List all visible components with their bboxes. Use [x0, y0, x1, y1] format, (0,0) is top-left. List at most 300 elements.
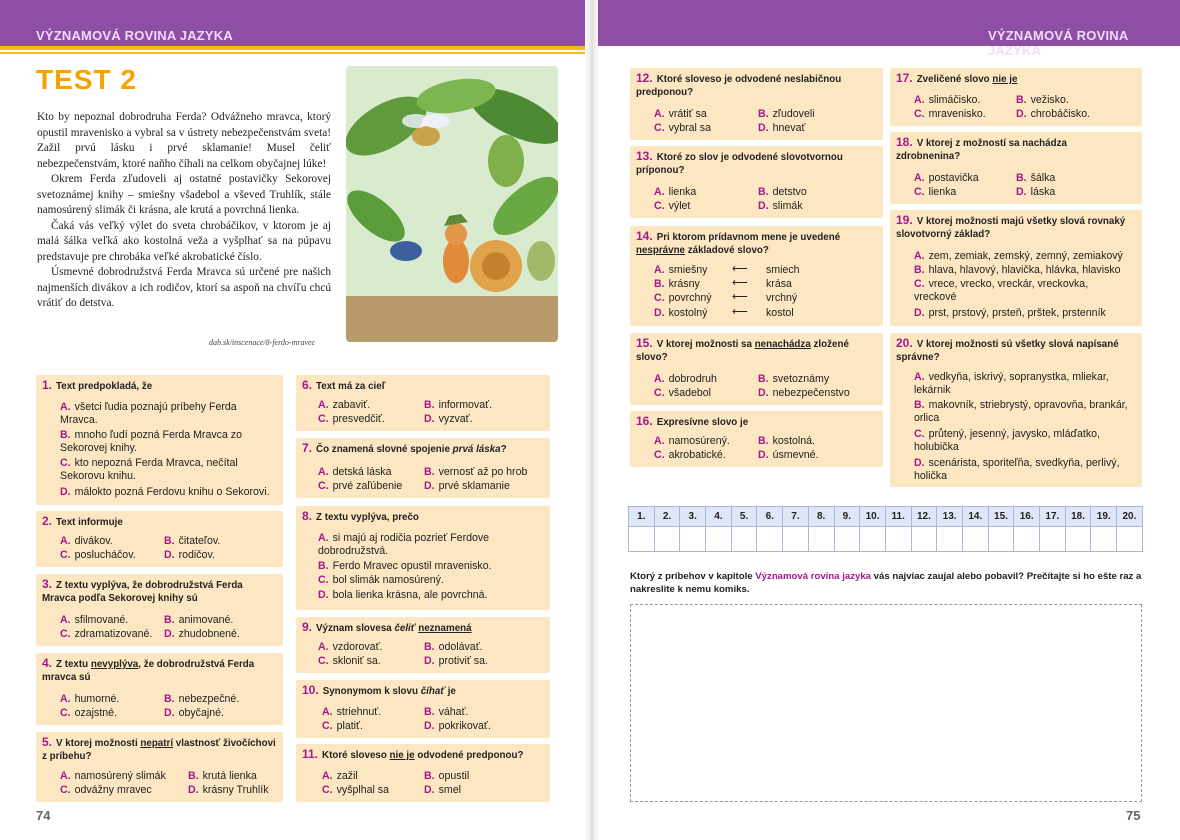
answer-grid-header	[629, 507, 1143, 527]
answer-number-20: 20.	[1117, 507, 1143, 527]
option-a[interactable]: A. striehnuť.	[322, 706, 382, 718]
option-c[interactable]: C. všadebol	[654, 387, 711, 399]
option-text: bola lienka krásna, ale povrchná.	[332, 589, 488, 601]
question-text: V ktorej z možností sa nachádza zdrobnenina?	[896, 138, 1067, 162]
option-d[interactable]: D. slimák	[758, 200, 803, 212]
option-b[interactable]: B. informovať.	[424, 399, 493, 411]
option-text: makovník, striebrystý, opravovňa, brankár, orlica	[914, 399, 1128, 424]
option-text: namosúrený slimák	[74, 770, 166, 782]
option-text: Ferdo Mravec opustil mravenisko.	[332, 560, 492, 572]
answer-number-15: 15.	[988, 507, 1014, 527]
option-text: detská láska	[332, 466, 392, 478]
option-text: zažil	[336, 770, 358, 782]
option-d[interactable]: D. málokto pozná Ferdovu knihu o Sekorovi.	[60, 486, 270, 498]
question-text: Expresívne slovo je	[656, 417, 749, 428]
option-d[interactable]: D. zhudobnené.	[164, 628, 240, 640]
option-text: zabaviť.	[332, 399, 371, 411]
question-text: Z textu vyplýva, že dobrodružstvá Ferda Mravca podľa Sekorovej knihy sú	[42, 580, 243, 604]
option-text: kostolná.	[772, 435, 815, 447]
question-emphasis: neznamená	[418, 623, 472, 634]
question-text: základové slovo?	[685, 245, 769, 256]
option-text: smiešny	[668, 264, 708, 276]
option-text: prst, prstový, prsteň, prštek, prstenník	[928, 307, 1106, 319]
question-emphasis: nie je	[992, 74, 1018, 85]
option-a[interactable]: A. detská láska	[318, 466, 392, 478]
question-10	[296, 680, 550, 738]
question-text: V ktorej možnosti sú všetky slová napísané správne?	[896, 339, 1119, 363]
answer-number-10: 10.	[860, 507, 886, 527]
option-a[interactable]: A. humorné.	[60, 693, 120, 705]
answer-cell-7[interactable]	[783, 527, 809, 552]
question-number: 9.	[302, 620, 313, 634]
source-citation: dab.sk/inscenace/8-ferdo-mravec	[209, 338, 316, 347]
option-text: prvé zaľúbenie	[332, 480, 403, 492]
answer-number-8: 8.	[808, 507, 834, 527]
answer-cell-16[interactable]	[1014, 527, 1040, 552]
option-text: zem, zemiak, zemský, zemný, zemiakový	[928, 250, 1123, 262]
answer-cell-18[interactable]	[1065, 527, 1091, 552]
option-text: mnoho ľudí pozná Ferda Mravca zo Sekorovej knihy.	[60, 429, 242, 454]
answer-cell-4[interactable]	[706, 527, 732, 552]
option-text: vrátiť sa	[668, 108, 707, 120]
option-text: odvážny mravec	[74, 784, 152, 796]
option-b[interactable]: B. detstvo	[758, 186, 807, 198]
insects-illustration-icon	[346, 66, 558, 342]
story-paragraph: Čaká vás veľký výlet do sveta chrobáčikov, v ktorom je aj malá šálka veľká ako kostolná veža a vyšplhať sa na púpavu predstavuje pre chrobáka veľké akrobatické číslo.	[37, 219, 331, 263]
question-emphasis: čeliť	[394, 623, 416, 634]
question-12	[630, 68, 883, 140]
option-a[interactable]: A. zem, zemiak, zemský, zemný, zemiakový	[914, 250, 1123, 262]
comic-prompt	[630, 570, 1150, 596]
option-b[interactable]: B. mnoho ľudí pozná Ferda Mravca zo Sekorovej knihy.	[60, 429, 242, 454]
option-d[interactable]: D. hnevať	[758, 122, 806, 134]
option-text: mravenisko.	[928, 108, 986, 120]
option-b[interactable]: B. zľudoveli	[758, 108, 815, 120]
option-text: hlava, hlavový, hlavička, hlávka, hlavisko	[928, 264, 1121, 276]
question-text: Z textu vyplýva, prečo	[316, 512, 419, 523]
option-d[interactable]: D. scenárista, sporiteľňa, svedkyňa, perlivý, holička	[914, 457, 1120, 482]
option-text: informovať.	[438, 399, 493, 411]
option-text: vybral sa	[668, 122, 711, 134]
question-emphasis: nevyplýva	[90, 659, 139, 670]
option-a[interactable]: A. všetci ľudia poznajú príbehy Ferda Mravca.	[60, 401, 237, 426]
answer-cell-2[interactable]	[654, 527, 680, 552]
answer-number-18: 18.	[1065, 507, 1091, 527]
option-text: bol slimák namosúrený.	[332, 574, 444, 586]
answer-number-9: 9.	[834, 507, 860, 527]
option-a[interactable]: A. zažil	[322, 770, 358, 782]
option-a[interactable]: A. smiešny	[654, 264, 708, 276]
question-number: 11.	[302, 747, 319, 761]
answer-cell-10[interactable]	[860, 527, 886, 552]
test-title: TEST 2	[36, 64, 137, 95]
option-c[interactable]: C. povrchný	[654, 292, 712, 304]
option-text: kostolný	[668, 307, 708, 319]
section-title: VÝZNAMOVÁ ROVINA JAZYKA	[988, 28, 1128, 58]
answer-cell-12[interactable]	[911, 527, 937, 552]
question-text: ?	[500, 444, 507, 455]
option-text: platiť.	[336, 720, 363, 732]
answer-cell-9[interactable]	[834, 527, 860, 552]
section-title: VÝZNAMOVÁ ROVINA JAZYKA	[36, 28, 233, 43]
answer-cell-1[interactable]	[629, 527, 655, 552]
option-b[interactable]: B. krutá lienka	[188, 770, 257, 782]
option-a[interactable]: A. vzdorovať.	[318, 641, 383, 653]
option-d[interactable]: D. vyzvať.	[424, 413, 473, 425]
option-d[interactable]: D. láska	[1016, 186, 1056, 198]
question-text: je	[444, 686, 456, 697]
question-number: 3.	[42, 577, 53, 591]
option-text: vrece, vrecko, vreckár, vreckovka, vreckové	[914, 278, 1089, 303]
question-2	[36, 511, 283, 567]
option-c[interactable]: C. presvedčiť.	[318, 413, 385, 425]
prompt-highlight: Významová rovina jazyka	[755, 571, 871, 582]
option-text: vežisko.	[1030, 94, 1069, 106]
option-c[interactable]: C. vyšplhal sa	[322, 784, 389, 796]
option-a[interactable]: A. lienka	[654, 186, 697, 198]
answer-number-11: 11.	[885, 507, 911, 527]
option-text: výlet	[668, 200, 691, 212]
option-text: zdramatizované.	[74, 628, 153, 640]
option-c[interactable]: C. poslucháčov.	[60, 549, 136, 561]
option-c[interactable]: C. zdramatizované.	[60, 628, 153, 640]
question-number: 12.	[636, 71, 653, 85]
option-text: detstvo	[772, 186, 807, 198]
answer-number-1: 1.	[629, 507, 655, 527]
option-text: poslucháčov.	[74, 549, 136, 561]
option-text: namosúrený.	[668, 435, 730, 447]
question-4	[36, 653, 283, 725]
option-text: všetci ľudia poznajú príbehy Ferda Mravca.	[60, 401, 237, 426]
question-16	[630, 411, 883, 467]
question-number: 13.	[636, 149, 653, 163]
option-text: krásny Truhlík	[202, 784, 269, 796]
illustration-insects	[346, 66, 558, 342]
question-1	[36, 375, 283, 505]
option-d[interactable]: D. kostolný	[654, 307, 708, 319]
option-text: ozajstné.	[74, 707, 117, 719]
question-15	[630, 333, 883, 405]
option-a[interactable]: A. si majú aj rodičia pozrieť Ferdove dobrodružstvá.	[318, 532, 490, 557]
option-a-base: smiech	[766, 264, 800, 276]
prompt-text: Ktorý z príbehov v kapitole	[630, 571, 756, 582]
answer-number-3: 3.	[680, 507, 706, 527]
page-number: 75	[1126, 808, 1141, 823]
option-text: krásny	[668, 278, 700, 290]
option-b[interactable]: B. šálka	[1016, 172, 1056, 184]
option-text: nebezpečenstvo	[772, 387, 850, 399]
option-text: slimák	[772, 200, 803, 212]
option-text: čitateľov.	[178, 535, 221, 547]
option-text: akrobatické.	[668, 449, 726, 461]
option-text: málokto pozná Ferdovu knihu o Sekorovi.	[74, 486, 270, 498]
question-9	[296, 617, 550, 673]
question-19	[890, 210, 1142, 326]
option-text: všadebol	[668, 387, 711, 399]
question-number: 7.	[302, 441, 313, 455]
option-a[interactable]: A. namosúrený.	[654, 435, 730, 447]
option-a[interactable]: A. zabaviť.	[318, 399, 371, 411]
question-13	[630, 146, 883, 218]
question-emphasis: nepatrí	[140, 738, 174, 749]
option-d[interactable]: D. smel	[424, 784, 461, 796]
answer-cell-11[interactable]	[885, 527, 911, 552]
story-text	[37, 110, 331, 312]
option-text: humorné.	[74, 693, 120, 705]
question-11	[296, 744, 550, 802]
option-text: lienka	[668, 186, 697, 198]
page-number: 74	[36, 808, 51, 823]
option-c[interactable]: C. lienka	[914, 186, 957, 198]
option-b[interactable]: B. nebezpečné.	[164, 693, 240, 705]
option-text: hnevať	[772, 122, 806, 134]
answer-grid-inputs	[629, 527, 1143, 552]
option-d[interactable]: D. nebezpečenstvo	[758, 387, 850, 399]
question-emphasis: nesprávne	[636, 245, 686, 256]
option-text: animované.	[178, 614, 234, 626]
option-a[interactable]: A. vedkyňa, iskrivý, sopranystka, mliekar, lekárnik	[914, 371, 1109, 396]
option-text: sfilmované.	[74, 614, 129, 626]
option-d[interactable]: D. protiviť sa.	[424, 655, 488, 667]
question-emphasis: číhať	[420, 686, 445, 697]
option-text: vernosť až po hrob	[438, 466, 528, 478]
answer-number-2: 2.	[654, 507, 680, 527]
option-a[interactable]: A. sfilmované.	[60, 614, 129, 626]
story-paragraph: Okrem Ferda zľudoveli aj ostatné postavičky Sekorovej svetoznámej knihy – smiešny všadebol a vševed Truhlík, stále namosúrený slimák či krásna, ale krutá a povrchná lienka.	[37, 173, 331, 216]
question-emphasis: nenachádza	[754, 339, 811, 350]
arrow-left-icon: ⟵	[732, 277, 748, 289]
option-d[interactable]: D. pokrikovať.	[424, 720, 491, 732]
option-c-base: vrchný	[766, 292, 798, 304]
answer-number-6: 6.	[757, 507, 783, 527]
question-text: V ktorej možnosti	[56, 738, 141, 749]
answer-grid	[628, 506, 1143, 552]
question-number: 5.	[42, 735, 53, 749]
option-b[interactable]: B. krásny	[654, 278, 700, 290]
answer-number-19: 19.	[1091, 507, 1117, 527]
option-b[interactable]: B. opustil	[424, 770, 470, 782]
option-d-base: kostol	[766, 307, 794, 319]
book-gutter	[585, 0, 599, 840]
question-text: Ktoré sloveso je odvodené neslabičnou predponou?	[636, 74, 842, 98]
option-c[interactable]: C. odvážny mravec	[60, 784, 152, 796]
option-d[interactable]: D. prst, prstový, prsteň, prštek, prstenník	[914, 307, 1106, 319]
option-a[interactable]: A. postavička	[914, 172, 979, 184]
question-text: Text predpokladá, že	[56, 381, 153, 392]
story-paragraph: Kto by nepoznal dobrodruha Ferda? Odvážneho mravca, ktorý opustil mravenisko a vybral sa v ústrety nebezpečenstvám sveta! Zažil prvú lásku i prvé sklamanie! Musel čeliť nebezpečenstvám, ktoré naňho číhali na celkom obyčajnej lúke!	[37, 111, 331, 170]
option-text: opustil	[438, 770, 470, 782]
question-20	[890, 333, 1142, 487]
option-b-base: krása	[766, 278, 792, 290]
answer-cell-17[interactable]	[1040, 527, 1066, 552]
answer-number-12: 12.	[911, 507, 937, 527]
option-text: dobrodruh	[668, 373, 717, 385]
answer-cell-8[interactable]	[808, 527, 834, 552]
answer-number-14: 14.	[962, 507, 988, 527]
option-text: si majú aj rodičia pozrieť Ferdove dobrodružstvá.	[318, 532, 490, 557]
answer-cell-15[interactable]	[988, 527, 1014, 552]
question-number: 6.	[302, 378, 313, 392]
option-text: prvé sklamanie	[438, 480, 510, 492]
option-c[interactable]: C. skloniť sa.	[318, 655, 381, 667]
option-b[interactable]: B. animované.	[164, 614, 234, 626]
answer-number-5: 5.	[731, 507, 757, 527]
option-text: smel	[438, 784, 461, 796]
option-text: skloniť sa.	[332, 655, 381, 667]
question-5	[36, 732, 283, 802]
answer-number-4: 4.	[706, 507, 732, 527]
question-number: 1.	[42, 378, 53, 392]
option-c[interactable]: C. mravenisko.	[914, 108, 986, 120]
option-text: postavička	[928, 172, 979, 184]
arrow-left-icon: ⟵	[732, 263, 748, 275]
option-text: pokrikovať.	[438, 720, 491, 732]
option-text: kto nepozná Ferda Mravca, nečítal Sekorovu knihu.	[60, 457, 238, 482]
question-text: Pri ktorom prídavnom mene je uvedené	[656, 232, 841, 243]
option-text: divákov.	[74, 535, 113, 547]
question-number: 14.	[636, 229, 653, 243]
answer-number-13: 13.	[937, 507, 963, 527]
option-b[interactable]: B. čitateľov.	[164, 535, 221, 547]
header-stripe-line	[0, 50, 590, 52]
option-c[interactable]: C. kto nepozná Ferda Mravca, nečítal Sekorovu knihu.	[60, 457, 238, 482]
option-c[interactable]: C. prvé zaľúbenie	[318, 480, 403, 492]
question-number: 20.	[896, 336, 913, 350]
option-text: vedkyňa, iskrivý, sopranystka, mliekar, lekárnik	[914, 371, 1109, 396]
question-14	[630, 226, 883, 326]
question-7	[296, 438, 550, 498]
option-text: slimáčisko.	[928, 94, 981, 106]
option-text: průtený, jesenný, javysko, mláďatko, holubička	[914, 428, 1100, 453]
option-text: obyčajné.	[178, 707, 224, 719]
question-text: Ktoré zo slov je odvodené slovotvornou príponou?	[636, 152, 843, 176]
story-paragraph: Úsmevné dobrodružstvá Ferda Mravca sú určené pre našich najmenších divákov a ich rodičov, ktorí sa aspoň na chvíľu chcú vrátiť do detstva.	[37, 266, 331, 309]
answer-number-7: 7.	[783, 507, 809, 527]
option-text: zhudobnené.	[178, 628, 240, 640]
question-text: odvodené predponou?	[414, 750, 524, 761]
question-text: zložené slovo?	[636, 339, 849, 363]
arrow-left-icon: ⟵	[732, 291, 748, 303]
answer-cell-5[interactable]	[731, 527, 757, 552]
option-c[interactable]: C. bol slimák namosúrený.	[318, 574, 444, 586]
option-c[interactable]: C. ozajstné.	[60, 707, 117, 719]
option-c[interactable]: C. platiť.	[322, 720, 363, 732]
option-text: protiviť sa.	[438, 655, 488, 667]
option-text: váhať.	[438, 706, 469, 718]
answer-number-17: 17.	[1040, 507, 1066, 527]
answer-cell-19[interactable]	[1091, 527, 1117, 552]
question-8	[296, 506, 550, 610]
option-c[interactable]: C. výlet	[654, 200, 691, 212]
question-3	[36, 574, 283, 646]
option-a[interactable]: A. vrátiť sa	[654, 108, 707, 120]
question-text: Text informuje	[56, 517, 123, 528]
option-d[interactable]: D. prvé sklamanie	[424, 480, 510, 492]
answer-cell-20[interactable]	[1117, 527, 1143, 552]
option-text: nebezpečné.	[178, 693, 240, 705]
option-text: zľudoveli	[772, 108, 815, 120]
option-text: rodičov.	[178, 549, 215, 561]
option-b[interactable]: B. makovník, striebrystý, opravovňa, brankár, orlica	[914, 399, 1128, 424]
option-text: povrchný	[668, 292, 712, 304]
option-c[interactable]: C. vrece, vrecko, vreckár, vreckovka, vreckové	[914, 278, 1089, 303]
option-b[interactable]: B. váhať.	[424, 706, 469, 718]
option-b[interactable]: B. svetoznámy	[758, 373, 830, 385]
option-b[interactable]: B. Ferdo Mravec opustil mravenisko.	[318, 560, 492, 572]
question-text: V ktorej možnosti majú všetky slová rovnaký slovotvorný základ?	[896, 216, 1126, 240]
answer-cell-6[interactable]	[757, 527, 783, 552]
question-text: Ktoré sloveso	[322, 750, 390, 761]
question-18	[890, 132, 1142, 204]
question-number: 17.	[896, 71, 913, 85]
option-a[interactable]: A. namosúrený slimák	[60, 770, 166, 782]
option-a[interactable]: A. divákov.	[60, 535, 113, 547]
answer-number-16: 16.	[1014, 507, 1040, 527]
option-a[interactable]: A. dobrodruh	[654, 373, 717, 385]
question-text: Text má za cieľ	[316, 381, 386, 392]
option-d[interactable]: D. chrobáčisko.	[1016, 108, 1091, 120]
answer-cell-13[interactable]	[937, 527, 963, 552]
option-b[interactable]: B. vernosť až po hrob	[424, 466, 528, 478]
question-text: Z textu	[56, 659, 91, 670]
comic-drawing-area[interactable]	[630, 604, 1142, 802]
question-text: Čo znamená slovné spojenie	[316, 444, 453, 455]
question-number: 15.	[636, 336, 653, 350]
option-text: vyzvať.	[438, 413, 473, 425]
option-c[interactable]: C. průtený, jesenný, javysko, mláďatko, holubička	[914, 428, 1100, 453]
option-b[interactable]: B. odolávať.	[424, 641, 483, 653]
option-text: lienka	[928, 186, 957, 198]
option-text: krutá lienka	[202, 770, 257, 782]
option-d[interactable]: D. obyčajné.	[164, 707, 224, 719]
option-b[interactable]: B. hlava, hlavový, hlavička, hlávka, hlavisko	[914, 264, 1121, 276]
question-emphasis: nie je	[389, 750, 415, 761]
option-d[interactable]: D. rodičov.	[164, 549, 215, 561]
option-text: chrobáčisko.	[1030, 108, 1091, 120]
question-number: 19.	[896, 213, 913, 227]
arrow-left-icon: ⟵	[732, 306, 748, 318]
option-d[interactable]: D. úsmevné.	[758, 449, 819, 461]
option-c[interactable]: C. vybral sa	[654, 122, 711, 134]
option-text: láska	[1030, 186, 1056, 198]
option-text: vzdorovať.	[332, 641, 383, 653]
answer-cell-14[interactable]	[962, 527, 988, 552]
option-text: striehnuť.	[336, 706, 382, 718]
option-a[interactable]: A. slimáčisko.	[914, 94, 981, 106]
option-d[interactable]: D. bola lienka krásna, ale povrchná.	[318, 589, 488, 601]
option-d[interactable]: D. krásny Truhlík	[188, 784, 269, 796]
question-text: Zveličené slovo	[916, 74, 993, 85]
option-c[interactable]: C. akrobatické.	[654, 449, 726, 461]
option-b[interactable]: B. kostolná.	[758, 435, 815, 447]
option-text: presvedčiť.	[332, 413, 385, 425]
option-text: šálka	[1030, 172, 1056, 184]
answer-cell-3[interactable]	[680, 527, 706, 552]
question-number: 10.	[302, 683, 319, 697]
option-text: odolávať.	[438, 641, 483, 653]
option-text: svetoznámy	[772, 373, 830, 385]
option-b[interactable]: B. vežisko.	[1016, 94, 1069, 106]
option-text: vyšplhal sa	[336, 784, 389, 796]
question-number: 16.	[636, 414, 653, 428]
option-text: scenárista, sporiteľňa, svedkyňa, perlivý, holička	[914, 457, 1120, 482]
prompt-text: vás najviac zaujal alebo pobavil? Prečítajte si ho ešte raz a nakreslite k nemu komiks.	[630, 571, 1142, 595]
question-number: 2.	[42, 514, 53, 528]
question-number: 8.	[302, 509, 313, 523]
question-text: Synonymom k slovu	[322, 686, 421, 697]
question-number: 4.	[42, 656, 53, 670]
question-number: 18.	[896, 135, 913, 149]
